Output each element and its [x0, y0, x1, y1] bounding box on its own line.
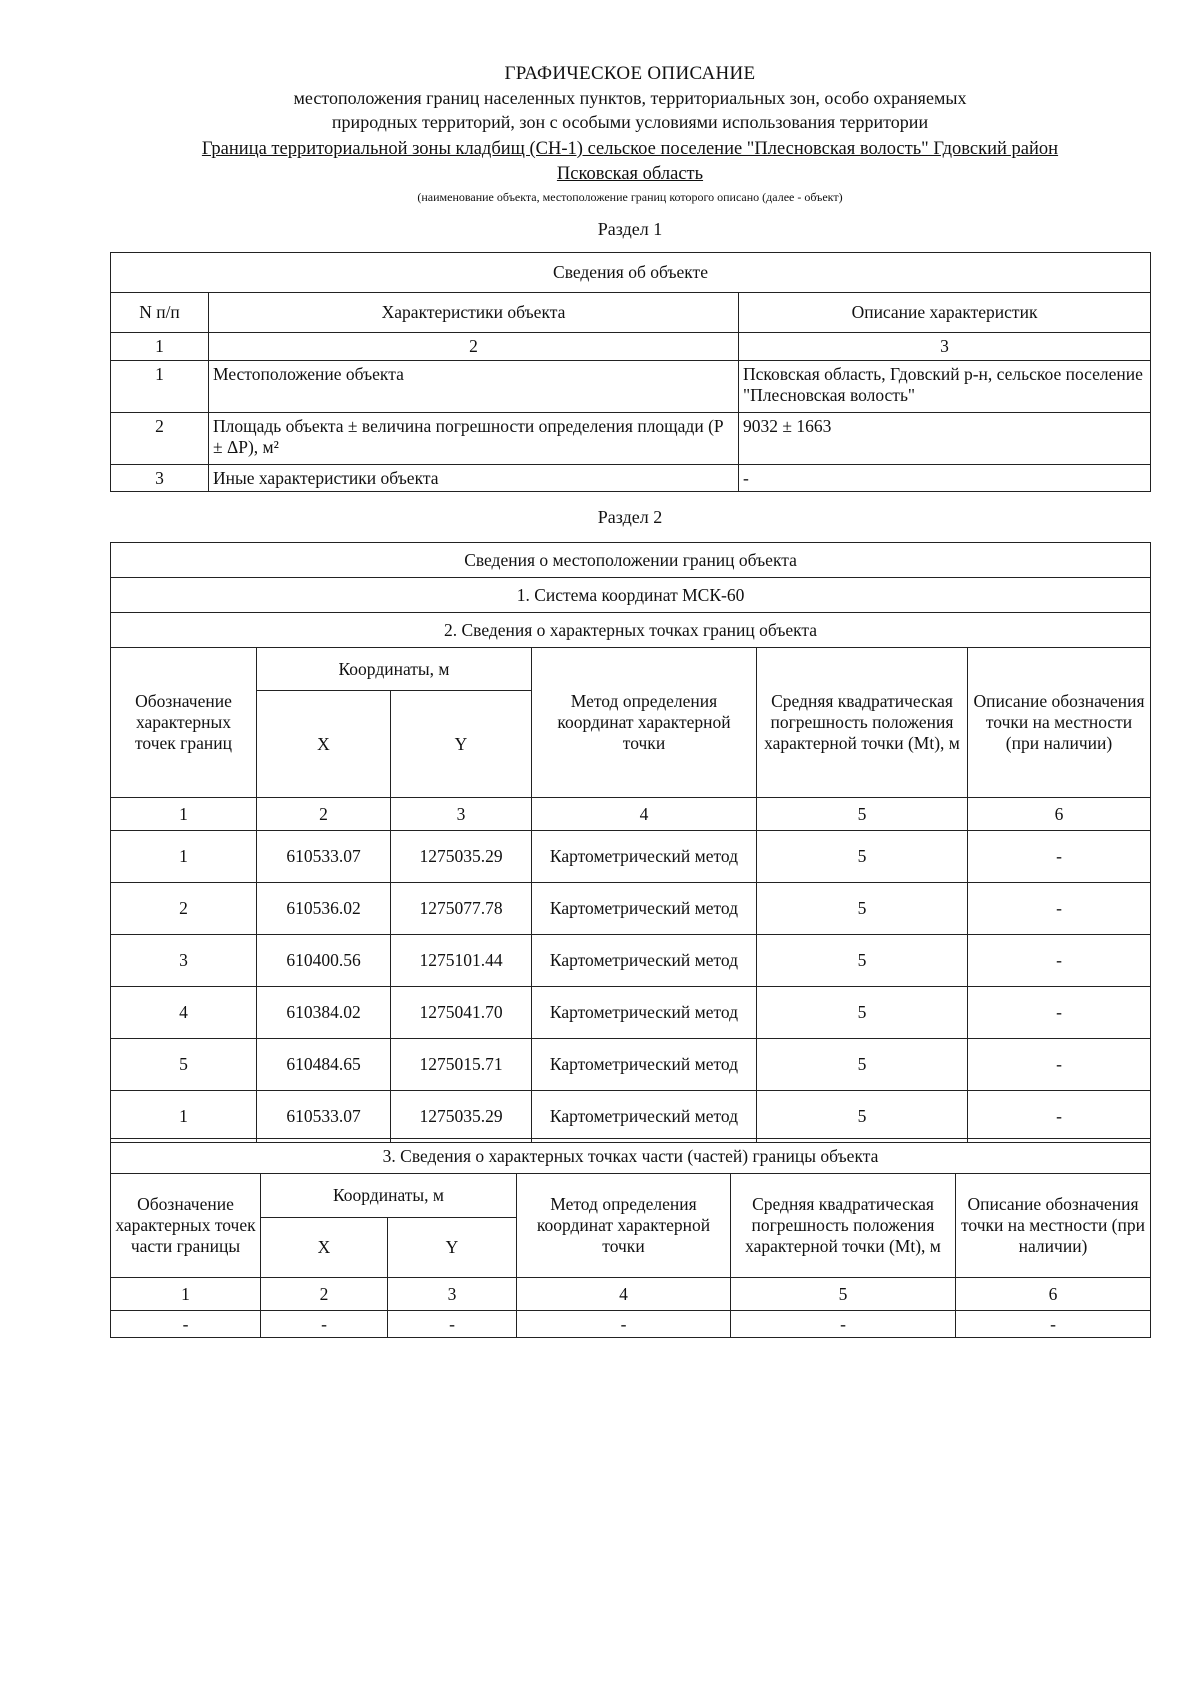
points-title: 2. Сведения о характерных точках границ объекта [111, 613, 1151, 648]
object-info-title: Сведения об объекте [111, 253, 1151, 293]
document-title: ГРАФИЧЕСКОЕ ОПИСАНИЕ [504, 63, 756, 84]
point-method: Картометрический метод [532, 987, 757, 1039]
parts-header-x: X [261, 1218, 388, 1278]
col-number: 1 [111, 1278, 261, 1311]
parts-title: 3. Сведения о характерных точках части (частей) границы объекта [111, 1139, 1151, 1174]
point-mt: 5 [757, 1039, 968, 1091]
point-y: 1275035.29 [391, 1091, 532, 1143]
col-number: 3 [388, 1278, 517, 1311]
object-info-table [110, 252, 1151, 492]
row-characteristic: Площадь объекта ± величина погрешности определения площади (P ± ΔP), м² [209, 413, 739, 465]
col-number: 5 [757, 798, 968, 831]
point-desc: - [968, 987, 1151, 1039]
table-row [111, 987, 1151, 1039]
row-number: 2 [111, 413, 209, 465]
object-name-line2: Псковская область [556, 164, 704, 184]
point-mt: 5 [757, 987, 968, 1039]
col-number: 3 [739, 333, 1151, 361]
col-number: 1 [111, 333, 209, 361]
coordinate-system: 1. Система координат МСК-60 [111, 578, 1151, 613]
point-mt: 5 [757, 883, 968, 935]
col-number: 5 [731, 1278, 956, 1311]
table-row [111, 465, 1151, 492]
table-row [111, 935, 1151, 987]
point-y: 1275077.78 [391, 883, 532, 935]
point-method: Картометрический метод [532, 1091, 757, 1143]
point-x: 610384.02 [257, 987, 391, 1039]
point-desc: - [968, 1091, 1151, 1143]
header-n: N п/п [111, 293, 209, 333]
point-y: 1275041.70 [391, 987, 532, 1039]
point-mt: 5 [757, 1091, 968, 1143]
point-x: 610533.07 [257, 831, 391, 883]
col-number: 2 [257, 798, 391, 831]
document-subtitle-line2: природных территорий, зон с особыми условиями использования территории [331, 112, 929, 132]
point-desc: - [968, 883, 1151, 935]
part-point-desc: - [956, 1311, 1151, 1338]
point-id: 1 [111, 1091, 257, 1143]
part-point-method: - [517, 1311, 731, 1338]
header-error: Средняя квадратическая погрешность положения характерной точки (Mt), м [757, 648, 968, 798]
col-number: 1 [111, 798, 257, 831]
row-description: 9032 ± 1663 [739, 413, 1151, 465]
col-number: 4 [517, 1278, 731, 1311]
point-id: 1 [111, 831, 257, 883]
part-point-y: - [388, 1311, 517, 1338]
header-y: Y [391, 691, 532, 798]
point-desc: - [968, 831, 1151, 883]
point-y: 1275101.44 [391, 935, 532, 987]
part-point-id: - [111, 1311, 261, 1338]
row-description: - [739, 465, 1151, 492]
col-number: 2 [209, 333, 739, 361]
header-characteristic: Характеристики объекта [209, 293, 739, 333]
point-mt: 5 [757, 831, 968, 883]
parts-header-method: Метод определения координат характерной точки [517, 1174, 731, 1278]
object-name-line1: Граница территориальной зоны кладбищ (СН-1) сельское поселение "Плесновская волость" Гдовский район [201, 139, 1059, 159]
point-id: 3 [111, 935, 257, 987]
col-number: 6 [956, 1278, 1151, 1311]
row-number: 1 [111, 361, 209, 413]
boundary-points-table [110, 542, 1151, 1143]
table-row [111, 361, 1151, 413]
object-name [110, 137, 1150, 187]
col-number: 2 [261, 1278, 388, 1311]
table-row [111, 1311, 1151, 1338]
table-row [111, 831, 1151, 883]
point-x: 610536.02 [257, 883, 391, 935]
point-mt: 5 [757, 935, 968, 987]
point-y: 1275015.71 [391, 1039, 532, 1091]
col-number: 4 [532, 798, 757, 831]
point-method: Картометрический метод [532, 935, 757, 987]
part-point-mt: - [731, 1311, 956, 1338]
table-row [111, 1039, 1151, 1091]
table-row [111, 883, 1151, 935]
point-y: 1275035.29 [391, 831, 532, 883]
section1-label: Раздел 1 [597, 219, 663, 239]
document-subtitle-line1: местоположения границ населенных пунктов, территориальных зон, особо охраняемых [293, 88, 967, 108]
section2-label: Раздел 2 [597, 507, 663, 527]
header-desc: Описание обозначения точки на местности (при наличии) [968, 648, 1151, 798]
table-row [111, 1091, 1151, 1143]
row-description: Псковская область, Гдовский р-н, сельское поселение "Плесновская волость" [739, 361, 1151, 413]
point-x: 610400.56 [257, 935, 391, 987]
parts-header-y: Y [388, 1218, 517, 1278]
table-row [111, 413, 1151, 465]
parts-header-desc: Описание обозначения точки на местности (при наличии) [956, 1174, 1151, 1278]
point-id: 5 [111, 1039, 257, 1091]
row-characteristic: Иные характеристики объекта [209, 465, 739, 492]
parts-header-point: Обозначение характерных точек части границы [111, 1174, 261, 1278]
col-number: 3 [391, 798, 532, 831]
header-point: Обозначение характерных точек границ [111, 648, 257, 798]
object-name-note: (наименование объекта, местоположение границ которого описано (далее - объект) [417, 190, 843, 204]
point-desc: - [968, 935, 1151, 987]
part-point-x: - [261, 1311, 388, 1338]
header-description: Описание характеристик [739, 293, 1151, 333]
parts-header-error: Средняя квадратическая погрешность положения характерной точки (Mt), м [731, 1174, 956, 1278]
point-method: Картометрический метод [532, 831, 757, 883]
point-desc: - [968, 1039, 1151, 1091]
header-method: Метод определения координат характерной точки [532, 648, 757, 798]
boundary-info-title: Сведения о местоположении границ объекта [111, 543, 1151, 578]
boundary-parts-table [110, 1138, 1151, 1338]
point-id: 2 [111, 883, 257, 935]
point-id: 4 [111, 987, 257, 1039]
col-number: 6 [968, 798, 1151, 831]
point-method: Картометрический метод [532, 1039, 757, 1091]
row-number: 3 [111, 465, 209, 492]
point-method: Картометрический метод [532, 883, 757, 935]
parts-header-coords: Координаты, м [261, 1174, 517, 1218]
point-x: 610533.07 [257, 1091, 391, 1143]
header-x: X [257, 691, 391, 798]
header-coords: Координаты, м [257, 648, 532, 691]
row-characteristic: Местоположение объекта [209, 361, 739, 413]
point-x: 610484.65 [257, 1039, 391, 1091]
